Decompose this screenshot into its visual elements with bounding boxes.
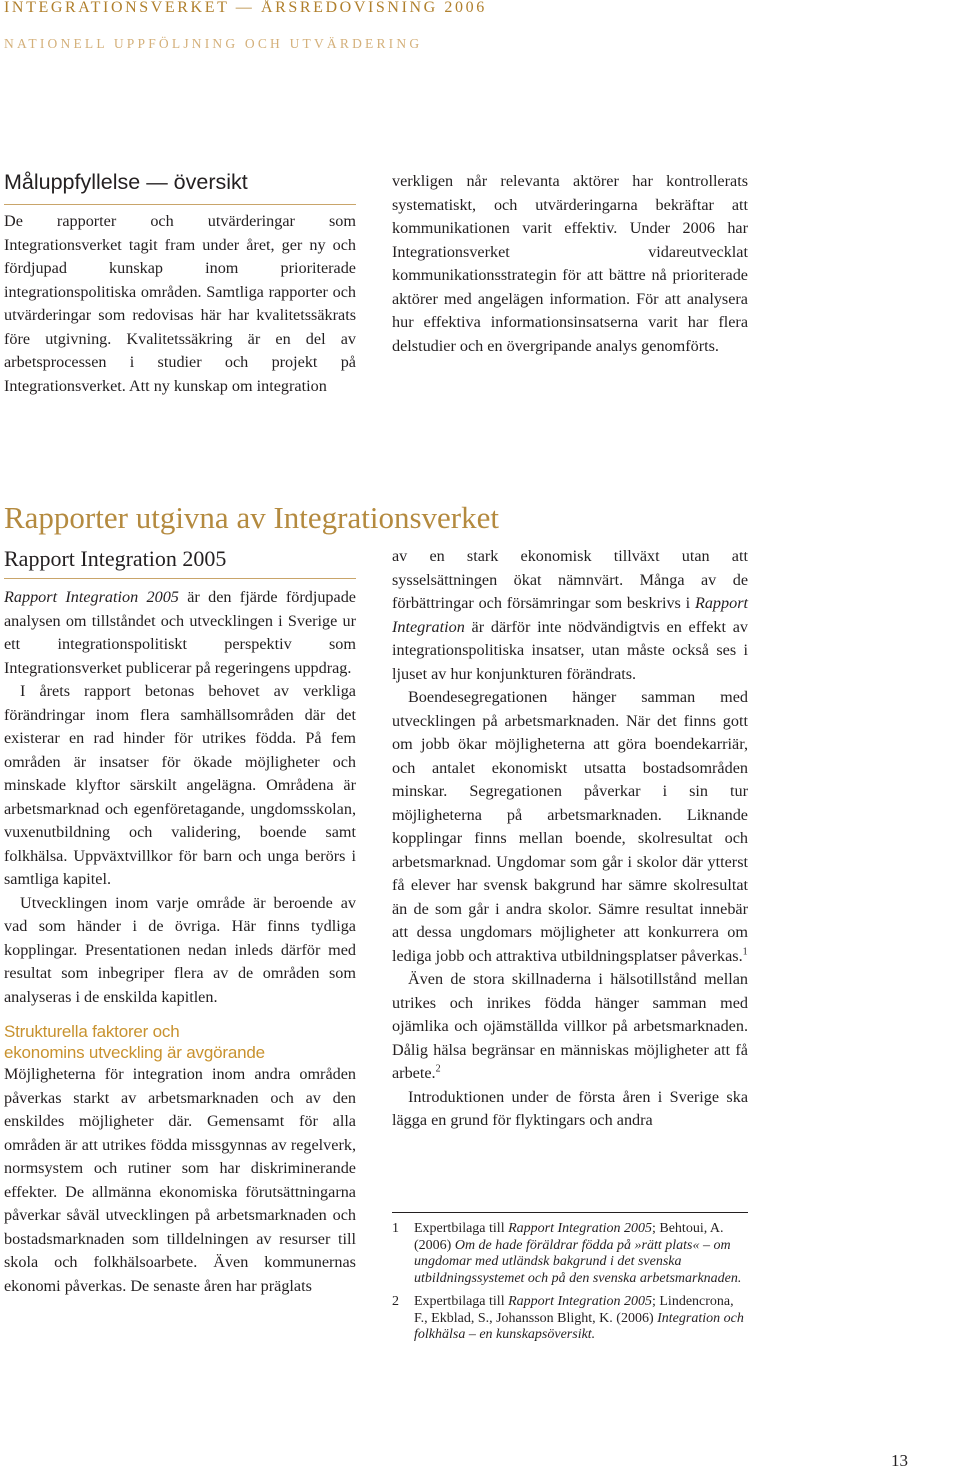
report-paragraph-growth: av en stark ekonomisk tillväxt utan att sysselsättningen ökat nämnvärt. Många av de förbättringar och försämringar som beskrivs i Rapport Integration är därför inte nödvändigtvis en effekt av integrationspolitiska insatser, utan måste också ses i ljuset av hur konjunkturen förändrats. — [392, 547, 748, 683]
report-paragraph-introduction: Introduktionen under de första åren i Sverige ska lägga en grund för flyktingars och andra — [392, 1087, 748, 1129]
footnote-2: 2 Expertbilaga till Rapport Integration 2005; Lindencrona, F., Ekblad, S., Johansson Blight, K. (2006) Integration och folkhälsa – en kunskapsöversikt. — [392, 1294, 744, 1342]
footnote-2-number: 2 — [392, 1294, 399, 1309]
overview-heading: Måluppfyllelse — översikt — [4, 170, 248, 194]
footnote-ref-1: 1 — [742, 946, 748, 958]
report-paragraph-areas: I årets rapport betonas behovet av verkliga förändringar inom flera samhällsområden där det existerar en rad hinder för utrikes födda. På fem områden är insatser för ökade möjligheter och minskade klyftor särskilt angelägna. Områdena är arbetsmarknad och egenföretagande, ungdomsskolan, vuxenutbildning och validering, boende samt folkhälsa. Uppväxtvillkor för barn och unga berörs i samtliga kapitel. — [4, 682, 356, 888]
overview-paragraph-right: verkligen når relevanta aktörer har kontrollerats systematiskt, och utvärderingarna bekräftar att kommunikationen varit effektiv. Under 2006 har Integrationsverket vidareutvecklat kommunikationsstrategin för att bättre nå prioriterade aktörer med angelägen information. För att analysera hur effektiva informationsinsatserna varit har flera delstudier och en övergripande analys genomförts. — [392, 172, 748, 355]
footnote-1-number: 1 — [392, 1221, 399, 1236]
overview-paragraph-left: De rapporter och utvärderingar som Integrationsverket tagit fram under året, ger ny och fördjupad kunskap inom prioriterade integrationspolitiska områden. Samtliga rapporter och utvärderingar som redovisas här har kvalitetssäkrats före utgivning. Kvalitetssäkring är en del av arbetsprocessen i studier och projekt på Integrationsverket. Att ny kunskap om integration — [4, 212, 356, 395]
report-name-italic-2: Rapport Integration — [392, 594, 748, 636]
footnote-ref-2: 2 — [435, 1063, 441, 1075]
report-name-italic: Rapport Integration 2005 — [4, 588, 179, 606]
subheading-line-2: ekonomins utveckling är avgörande — [4, 1043, 265, 1062]
reports-right-column — [392, 545, 748, 1133]
subheading-line-1: Strukturella faktorer och — [4, 1022, 180, 1041]
report-paragraph-health: Även de stora skillnaderna i hälsotillstånd mellan utrikes och inrikes födda hänger samman med ojämlika och ojämställda villkor på arbetsmarknaden. Dålig hälsa begränsar en människas möjligheter att få arbete.$^2$ — [392, 970, 748, 1082]
report-title-rule — [4, 578, 356, 579]
overview-heading-rule — [4, 204, 356, 205]
footnotes — [392, 1221, 748, 1351]
overview-right-column — [392, 170, 748, 358]
report-paragraph-intro — [4, 586, 356, 680]
report-intro-text: är den fjärde fördjupade analysen om tillståndet och utvecklingen i Sverige ur ett integrationspolitiskt perspektiv som Integrationsverket publicerar på regeringens uppdrag. — [4, 588, 356, 677]
report-title-integration-2005: Rapport Integration 2005 — [4, 546, 227, 571]
report-paragraph-segregation: Boendesegregationen hänger samman med utvecklingen på arbetsmarknaden. När det finns gott om jobb ökar möjligheterna att göra boendekarriär, och antalet ekonomiskt utsatta bostadsområden minskar. Segregationen påverkar i sin tur möjligheterna på arbetsmarknaden. Liknande kopplingar finns mellan boende, skolresultat och arbetsmarknad. Ungdomar som går i skolor där ytterst få elever har svensk bakgrund har sämre skolresultat än de som går i andra skolor. Sämre resultat innebär att dessa ungdomars möjligheter att konkurrera om lediga jobb och attraktiva utbildningsplatser påverkas.$^1$ — [392, 688, 748, 965]
reports-heading: Rapporter utgivna av Integrationsverket — [4, 500, 499, 535]
overview-left-column — [4, 210, 356, 398]
running-header-subtitle: NATIONELL UPPFÖLJNING OCH UTVÄRDERING — [4, 36, 423, 51]
report-paragraph-labour-market: Möjligheterna för integration inom andra områden påverkas starkt av arbetsmarknaden och av den enskildes möjligheter där. Gemensamt för alla områden är att utrikes födda missgynnas av regelverk, normsystem och rutiner som har diskriminerande effekter. De allmänna ekonomiska förutsättningarna påverkar såväl utvecklingen på arbetsmarknaden och bostadsmarknaden som tilldelningen av resurser till skola och folkhälsoarbete. Även kommunernas ekonomi påverkas. De senaste åren har präglats — [4, 1065, 356, 1295]
footnote-rule — [392, 1212, 748, 1213]
structural-factors-subheading — [4, 1021, 356, 1063]
report-paragraph-connections: Utvecklingen inom varje område är beroende av vad som händer i de övriga. Här finns tydliga kopplingar. Presentationen nedan inleds därför med resultat som inbegriper flera av de områden som analyseras i de enskilda kapitlen. — [4, 893, 356, 1006]
page-number: 13 — [891, 1451, 908, 1470]
footnote-1: 1 Expertbilaga till Rapport Integration 2005; Behtoui, A. (2006) Om de hade föräldrar födda på »rätt plats« – om ungdomar med utländsk bakgrund i det svenska utbildningssystemet och på den svenska arbetsmarknaden. — [392, 1221, 742, 1286]
reports-left-column — [4, 586, 356, 1298]
running-header-title: INTEGRATIONSVERKET — ÅRSREDOVISNING 2006 — [4, 0, 487, 16]
